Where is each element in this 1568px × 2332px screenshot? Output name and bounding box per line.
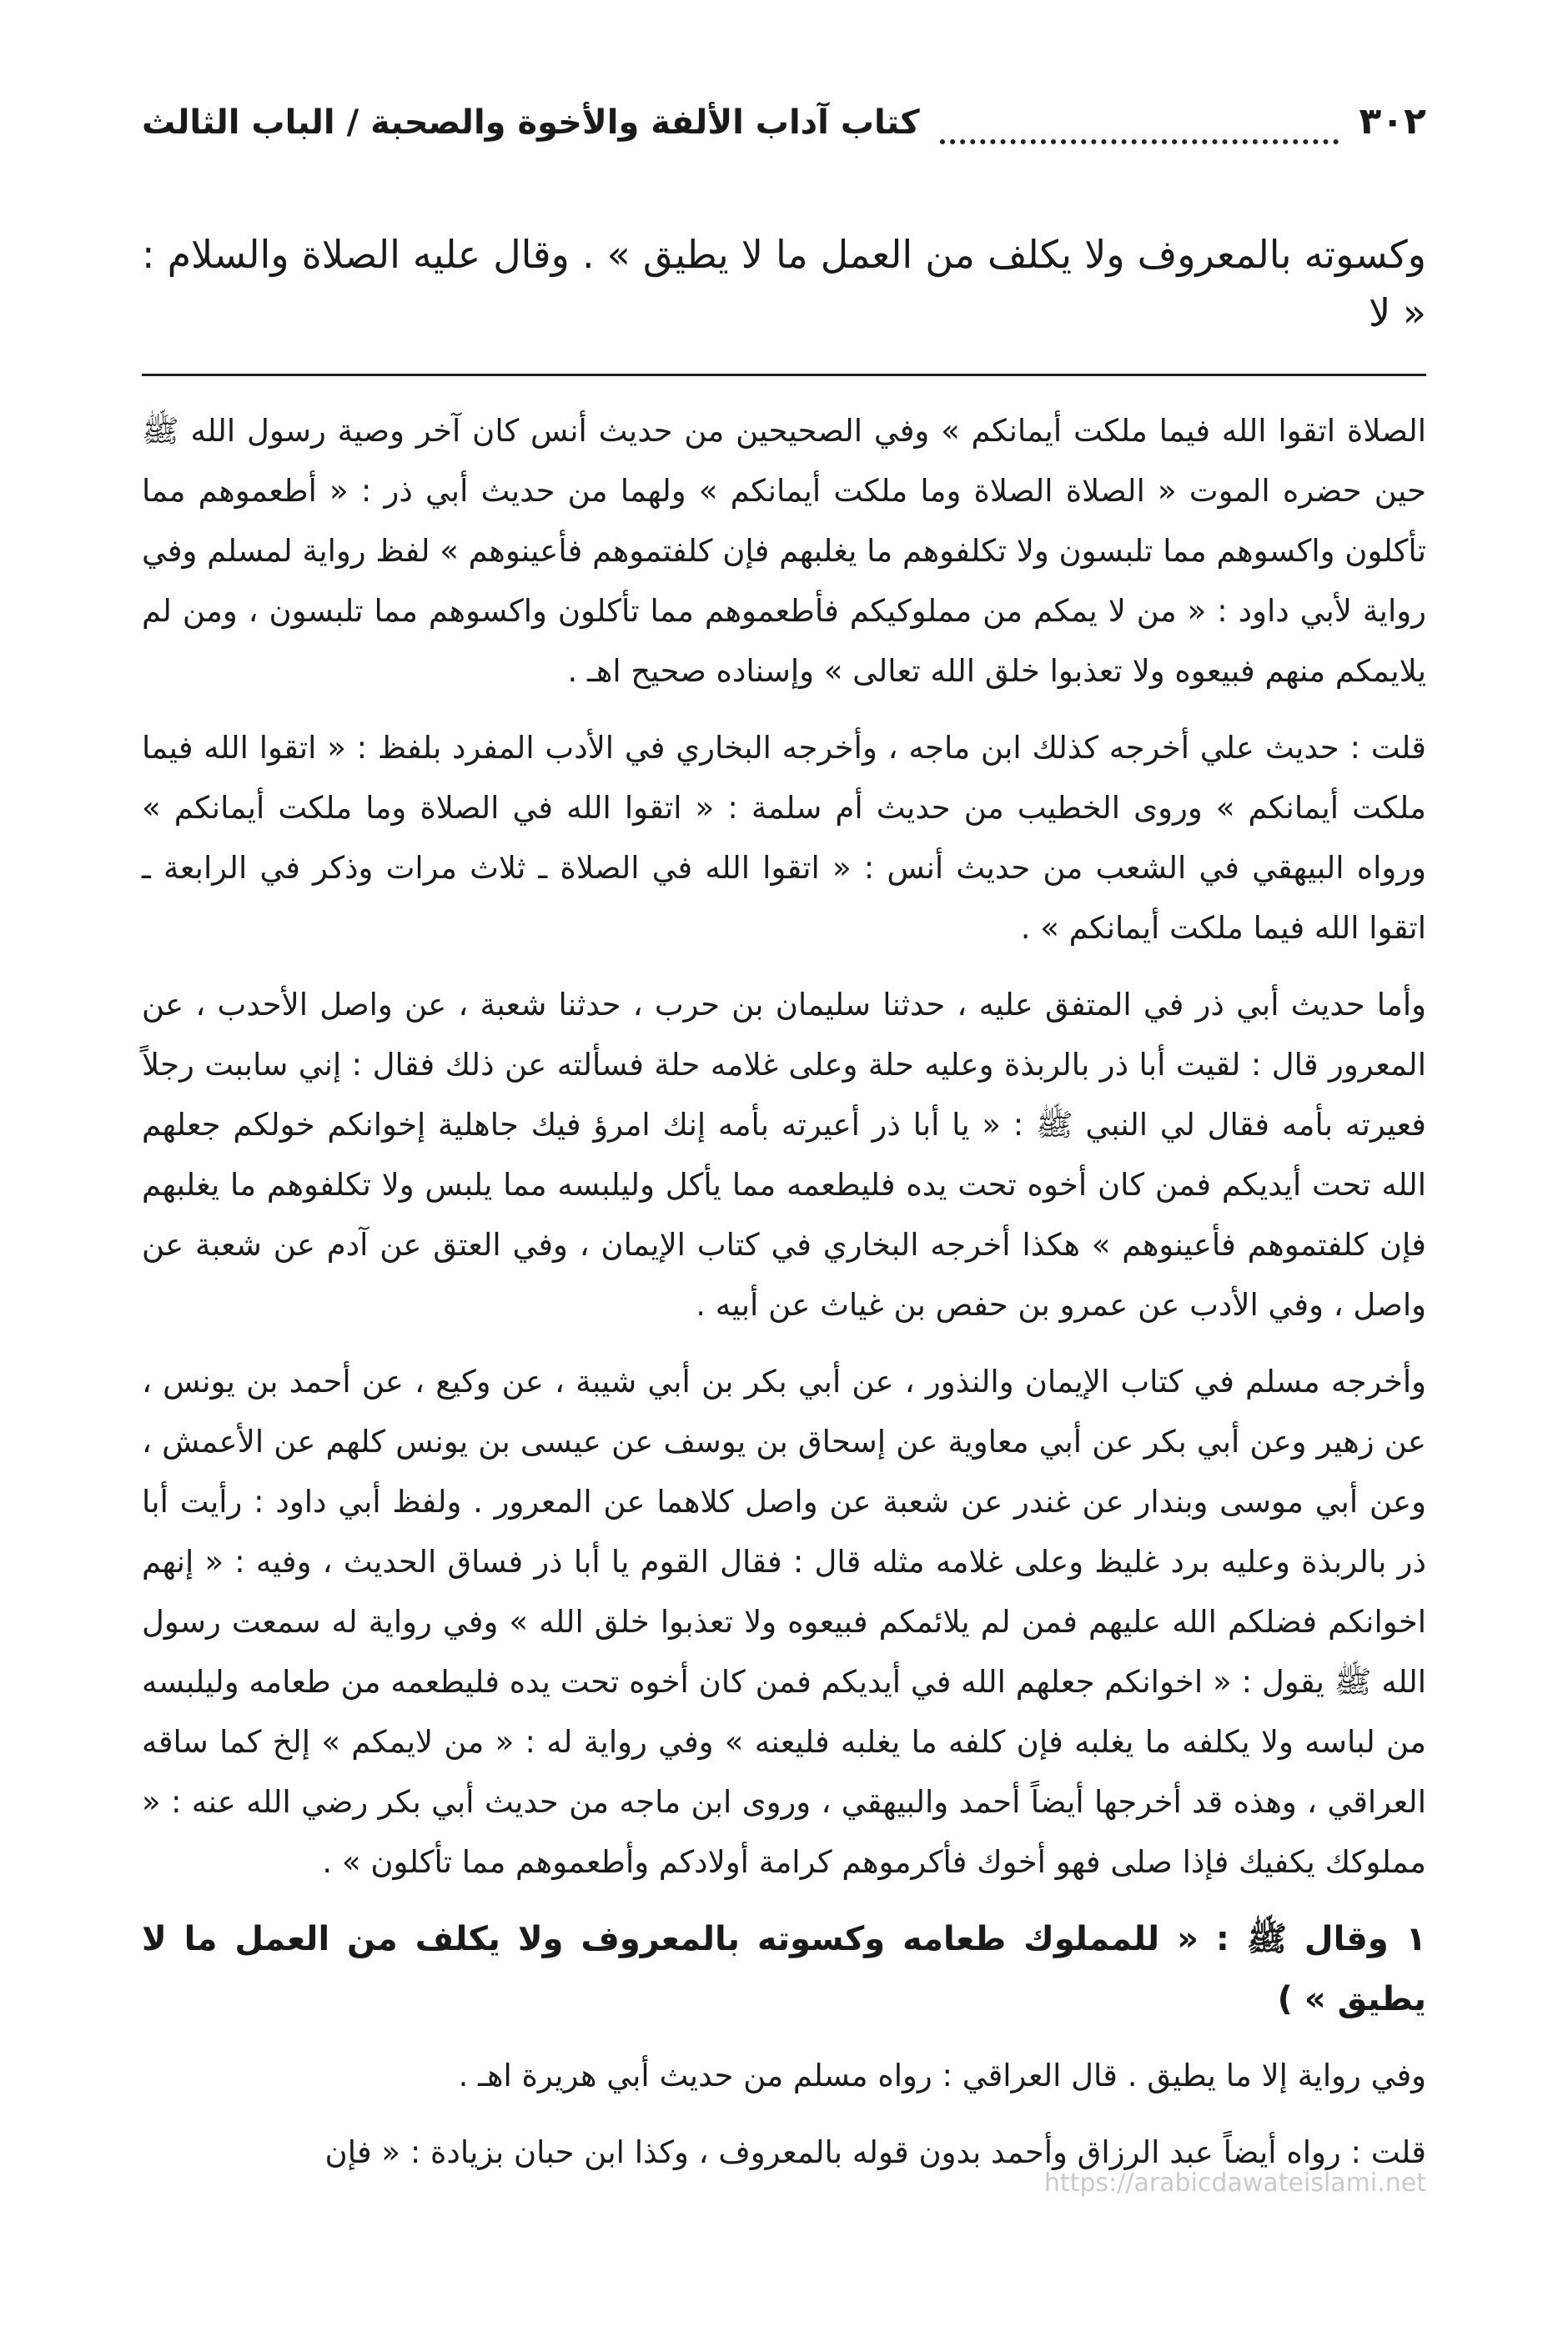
commentary: [142, 401, 1426, 2183]
commentary-paragraph: الصلاة اتقوا الله فيما ملكت أيمانكم » وفي الصحيحين من حديث أنس كان آخر وصية رسول الله ﷺ حين حضره الموت « الصلاة الصلاة وما ملكت أيمانكم » ولهما من حديث أبي ذر : « أطعموهم مما تأكلون واكسوهم مما تلبسون ولا تكلفوهم ما يغلبهم فإن كلفتموهم فأعينوهم » لفظ رواية لمسلم وفي رواية لأبي داود : « من لا يمكم من مملوكيكم فأطعموهم مما تأكلون واكسوهم مما تلبسون ، ومن لم يلايمكم منهم فبيعوه ولا تعذبوا خلق الله تعالى » وإسناده صحيح اهـ .: [142, 413, 1426, 689]
commentary-paragraph: وفي رواية إلا ما يطيق . قال العراقي : رواه مسلم من حديث أبي هريرة اهـ .: [458, 2058, 1426, 2093]
main-text: وكسوته بالمعروف ولا يكلف من العمل ما لا يطيق » . وقال عليه الصلاة والسلام : « لا: [142, 232, 1426, 335]
header-dotted-leader: [940, 123, 1339, 144]
commentary-paragraph: قلت : رواه أيضاً عبد الرزاق وأحمد بدون قوله بالمعروف ، وكذا ابن حبان بزيادة : « فإن: [324, 2134, 1426, 2170]
watermark-url: https://arabicdawateislami.net: [1043, 2169, 1426, 2198]
commentary-paragraph: وأما حديث أبي ذر في المتفق عليه ، حدثنا سليمان بن حرب ، حدثنا شعبة ، عن واصل الأحدب ، عن المعرور قال : لقيت أبا ذر بالربذة وعليه حلة وعلى غلامه حلة فسألته عن ذلك فقال : إني ساببت رجلاً فعيرته بأمه فقال لي النبي ﷺ : « يا أبا ذر أعيرته بأمه إنك امرؤ فيك جاهلية إخوانكم خولكم جعلهم الله تحت أيديكم فمن كان أخوه تحت يده فليطعمه مما يأكل وليلبسه مما يلبس ولا تكلفوهم ما يغلبهم فإن كلفتموهم فأعينوهم » هكذا أخرجه البخاري في كتاب الإيمان ، وفي العتق عن آدم عن شعبة عن واصل ، وفي الأدب عن عمرو بن حفص بن غياث عن أبيه .: [142, 987, 1426, 1323]
page-number: ٣٠٢: [1359, 100, 1426, 143]
commentary-paragraph: قلت : حديث علي أخرجه كذلك ابن ماجه ، وأخرجه البخاري في الأدب المفرد بلفظ : « اتقوا الله فيما ملكت أيمانكم » وروى الخطيب من حديث أم سلمة : « اتقوا الله في الصلاة وما ملكت أيمانكم » ورواه البيهقي في الشعب من حديث أنس : « اتقوا الله في الصلاة ـ ثلاث مرات وذكر في الرابعة ـ اتقوا الله فيما ملكت أيمانكم » .: [142, 730, 1426, 946]
commentary-paragraph: وأخرجه مسلم في كتاب الإيمان والنذور ، عن أبي بكر بن أبي شيبة ، عن وكيع ، عن أحمد بن يونس ، عن زهير وعن أبي بكر عن أبي معاوية عن إسحاق بن يوسف عن عيسى بن يونس كلهم عن الأعمش ، وعن أبي موسى وبندار عن غندر عن شعبة عن واصل كلاهما عن المعرور . ولفظ أبي داود : رأيت أبا ذر بالربذة وعليه برد غليظ وعلى غلامه مثله قال : فقال القوم يا أبا ذر فساق الحديث ، وفيه : « إنهم اخوانكم فضلكم الله عليهم فمن لم يلائمكم فبيعوه ولا تعذبوا خلق الله » وفي رواية له سمعت رسول الله ﷺ يقول : « اخوانكم جعلهم الله في أيديكم فمن كان أخوه تحت يده فليطعمه من طعامه وليلبسه من لباسه ولا يكلفه ما يغلبه فإن كلفه ما يغلبه فليعنه » وفي رواية له : « من لايمكم » إلخ كما ساقه العراقي ، وهذه قد أخرجها أيضاً أحمد والبيهقي ، وروى ابن ماجه من حديث أبي بكر رضي الله عنه : « مملوكك يكفيك فإذا صلى فهو أخوك فأكرموهم كرامة أولادكم وأطعموهم مما تأكلون » .: [142, 1364, 1426, 1880]
book-page: [142, 100, 1426, 2199]
footnote-separator: [142, 374, 1426, 376]
hadith-heading: ١ وقال ﷺ : « للمملوك طعامه وكسوته بالمعروف ولا يكلف من العمل ما لا يطيق » ): [142, 1920, 1426, 2018]
running-title: كتاب آداب الألفة والأخوة والصحبة / الباب الثالث: [142, 103, 920, 142]
page-header: [142, 100, 1426, 167]
